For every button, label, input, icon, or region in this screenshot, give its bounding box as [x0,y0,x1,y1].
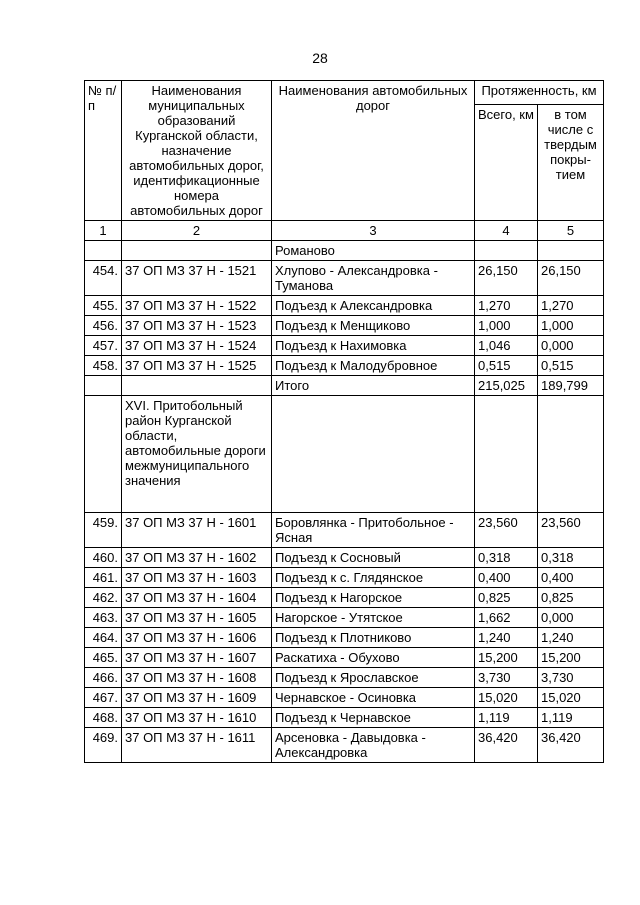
length-total: 26,150 [475,261,538,296]
road-id: 37 ОП МЗ 37 Н - 1603 [122,568,272,588]
header-paved: в том числе с твердым покры- тием [538,105,604,221]
table-row [85,568,604,588]
row-number: 463. [85,608,122,628]
road-name: Боровлянка - Притобольное - Ясная [272,513,475,548]
length-paved: 3,730 [538,668,604,688]
row-number [85,241,122,261]
length-total: 15,200 [475,648,538,668]
length-total: 1,046 [475,336,538,356]
length-total: 1,662 [475,608,538,628]
table-row [85,588,604,608]
length-paved: 23,560 [538,513,604,548]
length-total: 1,240 [475,628,538,648]
length-total: 1,000 [475,316,538,336]
table-row [85,668,604,688]
row-number: 456. [85,316,122,336]
row-number: 459. [85,513,122,548]
road-id: 37 ОП МЗ 37 Н - 1522 [122,296,272,316]
table-cell [475,396,538,513]
row-number: 468. [85,708,122,728]
length-paved [538,241,604,261]
table-cell [538,396,604,513]
length-total: 0,515 [475,356,538,376]
road-id: 37 ОП МЗ 37 Н - 1523 [122,316,272,336]
length-paved: 36,420 [538,728,604,763]
table-cell [272,396,475,513]
length-total: 0,318 [475,548,538,568]
road-name: Подъезд к Нахимовка [272,336,475,356]
road-id: 37 ОП МЗ 37 Н - 1602 [122,548,272,568]
road-name: Подъезд к Чернавское [272,708,475,728]
road-name: Романово [272,241,475,261]
table-row [85,628,604,648]
header-num: № п/п [85,81,122,221]
total-row [85,376,604,396]
length-paved: 1,000 [538,316,604,336]
table-row [85,261,604,296]
table-row [85,336,604,356]
length-paved: 0,825 [538,588,604,608]
length-paved: 1,270 [538,296,604,316]
length-paved: 26,150 [538,261,604,296]
row-number: 455. [85,296,122,316]
total-paved-value: 189,799 [538,376,604,396]
road-id: 37 ОП МЗ 37 Н - 1525 [122,356,272,376]
length-paved: 1,119 [538,708,604,728]
table-row [85,316,604,336]
road-name: Подъезд к Малодубровное [272,356,475,376]
road-name: Раскатиха - Обухово [272,648,475,668]
row-number: 467. [85,688,122,708]
road-name: Подъезд к Ярославское [272,668,475,688]
table-cell [85,396,122,513]
row-number: 462. [85,588,122,608]
header-road-name: Наименования автомобильных дорог [272,81,475,221]
column-number: 3 [272,221,475,241]
table-cell [85,376,122,396]
column-number: 1 [85,221,122,241]
page-number: 28 [312,50,328,66]
road-name: Подъезд к Сосновый [272,548,475,568]
road-id: 37 ОП МЗ 37 Н - 1609 [122,688,272,708]
roads-table [84,80,604,763]
length-paved: 0,400 [538,568,604,588]
road-id: 37 ОП МЗ 37 Н - 1611 [122,728,272,763]
row-number: 461. [85,568,122,588]
road-id [122,241,272,261]
road-name: Хлупово - Александровка - Туманова [272,261,475,296]
road-name: Нагорское - Утятское [272,608,475,628]
row-number: 460. [85,548,122,568]
length-paved: 0,318 [538,548,604,568]
road-id: 37 ОП МЗ 37 Н - 1521 [122,261,272,296]
road-id: 37 ОП МЗ 37 Н - 1607 [122,648,272,668]
header-total: Всего, км [475,105,538,221]
length-total: 1,270 [475,296,538,316]
header-length: Протяженность, км [475,81,604,105]
total-value: 215,025 [475,376,538,396]
header-municipality: Наименования муниципальных образований Курганской области, назначение автомобильных дорог, идентификационные номера автомобильных дорог [122,81,272,221]
table-cell [122,376,272,396]
total-label: Итого [272,376,475,396]
length-total: 1,119 [475,708,538,728]
row-number: 465. [85,648,122,668]
length-paved: 15,020 [538,688,604,708]
road-id: 37 ОП МЗ 37 Н - 1605 [122,608,272,628]
header-row [85,81,604,105]
length-total: 23,560 [475,513,538,548]
length-total: 0,825 [475,588,538,608]
road-name: Подъезд к Александровка [272,296,475,316]
road-name: Подъезд к Плотниково [272,628,475,648]
table-row [85,356,604,376]
road-name: Арсеновка - Давыдовка - Александровка [272,728,475,763]
row-number: 454. [85,261,122,296]
road-id: 37 ОП МЗ 37 Н - 1610 [122,708,272,728]
road-id: 37 ОП МЗ 37 Н - 1601 [122,513,272,548]
length-total [475,241,538,261]
table-row [85,548,604,568]
column-numbers-row [85,221,604,241]
road-name: Подъезд к Нагорское [272,588,475,608]
row-number: 464. [85,628,122,648]
length-total: 36,420 [475,728,538,763]
row-number: 469. [85,728,122,763]
length-paved: 0,000 [538,336,604,356]
column-number: 4 [475,221,538,241]
row-number: 458. [85,356,122,376]
road-name: Чернавское - Осиновка [272,688,475,708]
length-total: 3,730 [475,668,538,688]
table-row [85,296,604,316]
section-row [85,396,604,513]
road-id: 37 ОП МЗ 37 Н - 1524 [122,336,272,356]
road-name: Подъезд к с. Глядянское [272,568,475,588]
road-id: 37 ОП МЗ 37 Н - 1604 [122,588,272,608]
length-paved: 0,000 [538,608,604,628]
column-number: 5 [538,221,604,241]
table-row [85,241,604,261]
length-paved: 0,515 [538,356,604,376]
length-total: 0,400 [475,568,538,588]
road-id: 37 ОП МЗ 37 Н - 1606 [122,628,272,648]
length-paved: 15,200 [538,648,604,668]
table-row [85,513,604,548]
section-title: XVI. Притобольный район Курганской области, автомобильные дороги межмуниципального значения [122,396,272,513]
table-row [85,688,604,708]
length-total: 15,020 [475,688,538,708]
road-id: 37 ОП МЗ 37 Н - 1608 [122,668,272,688]
row-number: 457. [85,336,122,356]
column-number: 2 [122,221,272,241]
table-row [85,708,604,728]
table-row [85,608,604,628]
table-row [85,648,604,668]
table-row [85,728,604,763]
row-number: 466. [85,668,122,688]
length-paved: 1,240 [538,628,604,648]
road-name: Подъезд к Менщиково [272,316,475,336]
